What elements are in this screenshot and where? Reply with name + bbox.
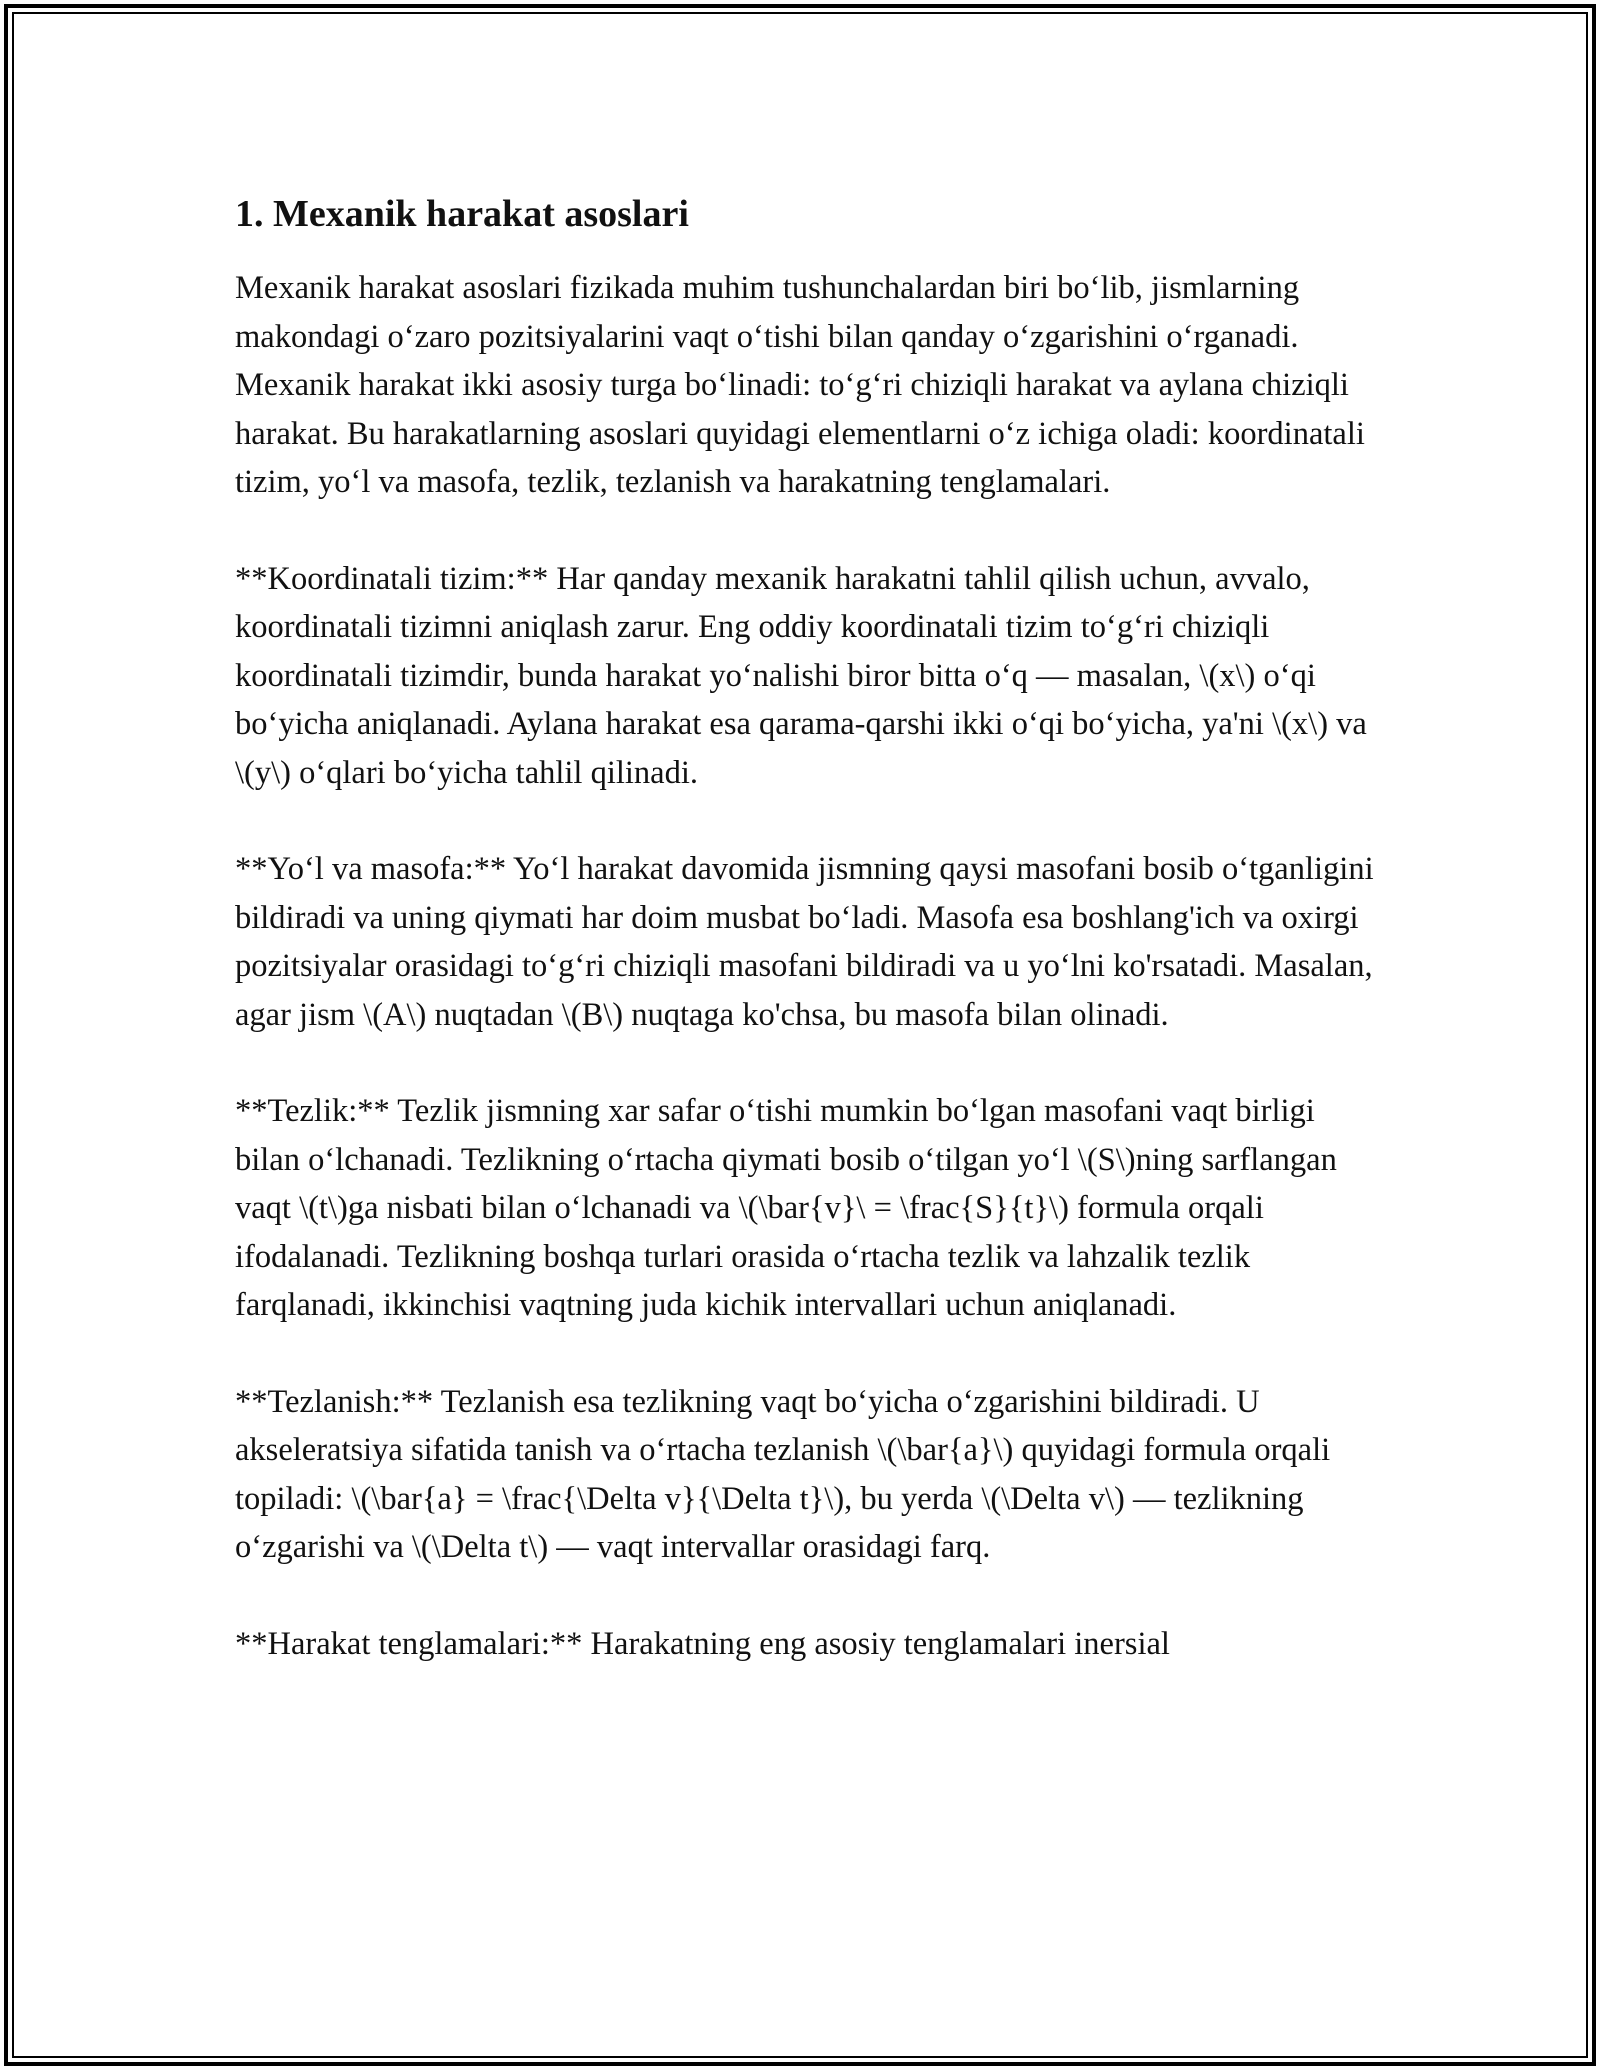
paragraph-path-distance: **Yo‘l va masofa:** Yo‘l harakat davomida jismning qaysi masofani bosib o‘tganligini bildiradi va uning qiymati har doim musbat bo‘ladi. Masofa esa boshlang'ich va oxirgi pozitsiyalar orasidagi to‘g‘ri chiziqli masofani bildiradi va u yo‘lni ko'rsatadi. Masalan, agar jism \(A\) nuqtadan \(B\) nuqtaga ko'chsa, bu masofa bilan olinadi. <box>235 851 1374 1033</box>
document-body <box>235 186 1375 1668</box>
paragraph-acceleration: **Tezlanish:** Tezlanish esa tezlikning vaqt bo‘yicha o‘zgarishini bildiradi. U akseleratsiya sifatida tanish va o‘rtacha tezlanish \(\bar{a}\) quyidagi formula orqali topiladi: \(\bar{a} = \frac{\Delta v}{\Delta t}\), bu yerda \(\Delta v\) — tezlikning o‘zgarishi va \(\Delta t\) — vaqt intervallar orasidagi farq. <box>235 1383 1331 1565</box>
paragraph-equations-of-motion: **Harakat tenglamalari:** Harakatning eng asosiy tenglamalari inersial <box>235 1625 1170 1662</box>
paragraph-coordinate-system: **Koordinatali tizim:** Har qanday mexanik harakatni tahlil qilish uchun, avvalo, koordinatali tizimni aniqlash zarur. Eng oddiy koordinatali tizim to‘g‘ri chiziqli koordinatali tizimdir, bunda harakat yo‘nalishi biror bitta o‘q — masalan, \(x\) o‘qi bo‘yicha aniqlanadi. Aylana harakat esa qarama-qarshi ikki o‘qi bo‘yicha, ya'ni \(x\) va \(y\) o‘qlari bo‘yicha tahlil qilinadi. <box>235 560 1367 791</box>
paragraph-velocity: **Tezlik:** Tezlik jismning xar safar o‘tishi mumkin bo‘lgan masofani vaqt birligi bilan o‘lchanadi. Tezlikning o‘rtacha qiymati bosib o‘tilgan yo‘l \(S\)ning sarflangan vaqt \(t\)ga nisbati bilan o‘lchanadi va \(\bar{v}\ = \frac{S}{t}\) formula orqali ifodalanadi. Tezlikning boshqa turlari orasida o‘rtacha tezlik va lahzalik tezlik farqlanadi, ikkinchisi vaqtning juda kichik intervallari uchun aniqlanadi. <box>235 1093 1337 1323</box>
paragraph-intro: Mexanik harakat asoslari fizikada muhim tushunchalardan biri bo‘lib, jismlarning makondagi o‘zaro pozitsiyalarini vaqt o‘tishi bilan qanday o‘zgarishini o‘rganadi. Mexanik harakat ikki asosiy turga bo‘linadi: to‘g‘ri chiziqli harakat va aylana chiziqli harakat. Bu harakatlarning asoslari quyidagi elementlarni o‘z ichiga oladi: koordinatali tizim, yo‘l va masofa, tezlik, tezlanish va harakatning tenglamalari. <box>235 270 1365 500</box>
section-heading: 1. Mexanik harakat asoslari <box>235 193 689 235</box>
